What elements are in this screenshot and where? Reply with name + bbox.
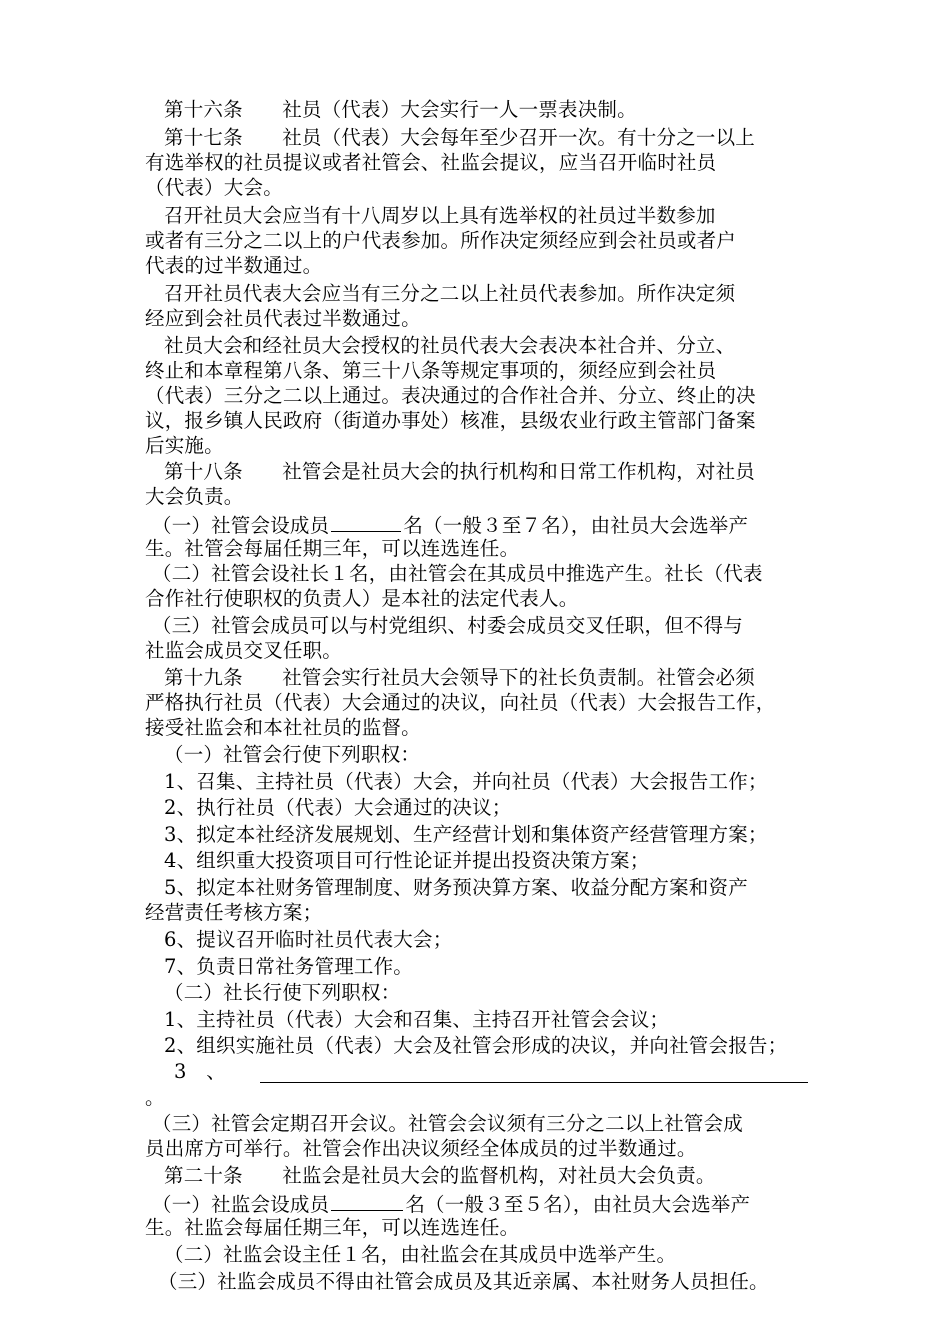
blank-line xyxy=(260,1062,808,1083)
text-paragraph: （三）社监会成员不得由社管会成员及其近亲属、本社财务人员担任。 xyxy=(158,1270,769,1293)
text-line: （代表）大会。 xyxy=(145,176,283,199)
text-line: 合作社行使职权的负责人）是本社的法定代表人。 xyxy=(145,587,579,610)
text-segment: 名（一般３至５名），由社员大会选举产 xyxy=(405,1193,751,1216)
text-segment: 名（一般３至７名），由社员大会选举产 xyxy=(403,514,749,537)
list-item xyxy=(174,1059,226,1085)
text-line: 生。社监会每届任期三年，可以连选连任。 xyxy=(145,1216,520,1239)
text-line: 代表的过半数通过。 xyxy=(145,254,323,277)
text-line: 严格执行社员（代表）大会通过的决议，向社员（代表）大会报告工作， xyxy=(145,691,776,714)
text-line: 员出席方可举行。社管会作出决议须经全体成员的过半数通过。 xyxy=(145,1137,697,1160)
text-line: 后实施。 xyxy=(145,434,224,457)
text-line: 生。社管会每届任期三年，可以连选连任。 xyxy=(145,537,520,560)
text-line: 。 xyxy=(145,1086,165,1109)
article-20: 第二十条 社监会是社员大会的监督机构，对社员大会负责。 xyxy=(164,1164,716,1187)
text-paragraph: 召开社员代表大会应当有三分之二以上社员代表参加。所作决定须 xyxy=(164,282,736,305)
text-paragraph: 社员大会和经社员大会授权的社员代表大会表决本社合并、分立、 xyxy=(164,334,736,357)
list-item: 1、召集、主持社员（代表）大会，并向社员（代表）大会报告工作； xyxy=(164,770,768,793)
text-paragraph: 召开社员大会应当有十八周岁以上具有选举权的社员过半数参加 xyxy=(164,204,716,227)
text-paragraph: （三）社管会定期召开会议。社管会会议须有三分之二以上社管会成 xyxy=(152,1112,744,1135)
text-line: 终止和本章程第八条、第三十八条等规定事项的，须经应到会社员 xyxy=(145,359,717,382)
text-line: 议，报乡镇人民政府（街道办事处）核准，县级农业行政主管部门备案 xyxy=(145,409,756,432)
blank-line xyxy=(331,511,401,532)
text-line: 经应到会社员代表过半数通过。 xyxy=(145,307,421,330)
list-item: 3、拟定本社经济发展规划、生产经营计划和集体资产经营管理方案； xyxy=(164,823,768,846)
text-line: （代表）三分之二以上通过。表决通过的合作社合并、分立、终止的决 xyxy=(145,384,756,407)
article-19: 第十九条 社管会实行社员大会领导下的社长负责制。社管会必须 xyxy=(164,666,756,689)
text-paragraph xyxy=(152,1190,750,1216)
text-segment: （一）社管会设成员 xyxy=(152,514,330,537)
article-18: 第十八条 社管会是社员大会的执行机构和日常工作机构，对社员 xyxy=(164,460,756,483)
text-segment: 3 、 xyxy=(174,1060,227,1083)
text-line: 社监会成员交叉任职。 xyxy=(145,639,343,662)
text-paragraph: （二）社监会设主任１名，由社监会在其成员中选举产生。 xyxy=(164,1243,677,1266)
section-heading: （一）社管会行使下列职权： xyxy=(164,743,421,766)
list-item: 7、负责日常社务管理工作。 xyxy=(164,955,414,978)
text-paragraph: （三）社管会成员可以与村党组织、村委会成员交叉任职，但不得与 xyxy=(152,614,744,637)
list-item: 4、组织重大投资项目可行性论证并提出投资决策方案； xyxy=(164,849,650,872)
article-17: 第十七条 社员（代表）大会每年至少召开一次。有十分之一以上 xyxy=(164,126,756,149)
list-item: 5、拟定本社财务管理制度、财务预决算方案、收益分配方案和资产 xyxy=(164,876,748,899)
text-line: 或者有三分之二以上的户代表参加。所作决定须经应到会社员或者户 xyxy=(145,229,737,252)
blank-line xyxy=(331,1190,403,1211)
list-item: 2、组织实施社员（代表）大会及社管会形成的决议，并向社管会报告； xyxy=(164,1034,788,1057)
list-item: 6、提议召开临时社员代表大会； xyxy=(164,928,453,951)
list-item: 1、主持社员（代表）大会和召集、主持召开社管会会议； xyxy=(164,1008,670,1031)
text-paragraph xyxy=(152,511,748,537)
text-paragraph: （二）社管会设社长１名，由社管会在其成员中推选产生。社长（代表 xyxy=(152,562,763,585)
article-16: 第十六条 社员（代表）大会实行一人一票表决制。 xyxy=(164,98,637,121)
text-line: 经营责任考核方案； xyxy=(145,901,323,924)
text-line: 有选举权的社员提议或者社管会、社监会提议，应当召开临时社员 xyxy=(145,151,717,174)
list-item: 2、执行社员（代表）大会通过的决议； xyxy=(164,796,512,819)
text-line: 接受社监会和本社社员的监督。 xyxy=(145,716,421,739)
section-heading: （二）社长行使下列职权： xyxy=(164,981,401,1004)
text-line: 大会负责。 xyxy=(145,485,244,508)
text-segment: （一）社监会设成员 xyxy=(152,1193,330,1216)
